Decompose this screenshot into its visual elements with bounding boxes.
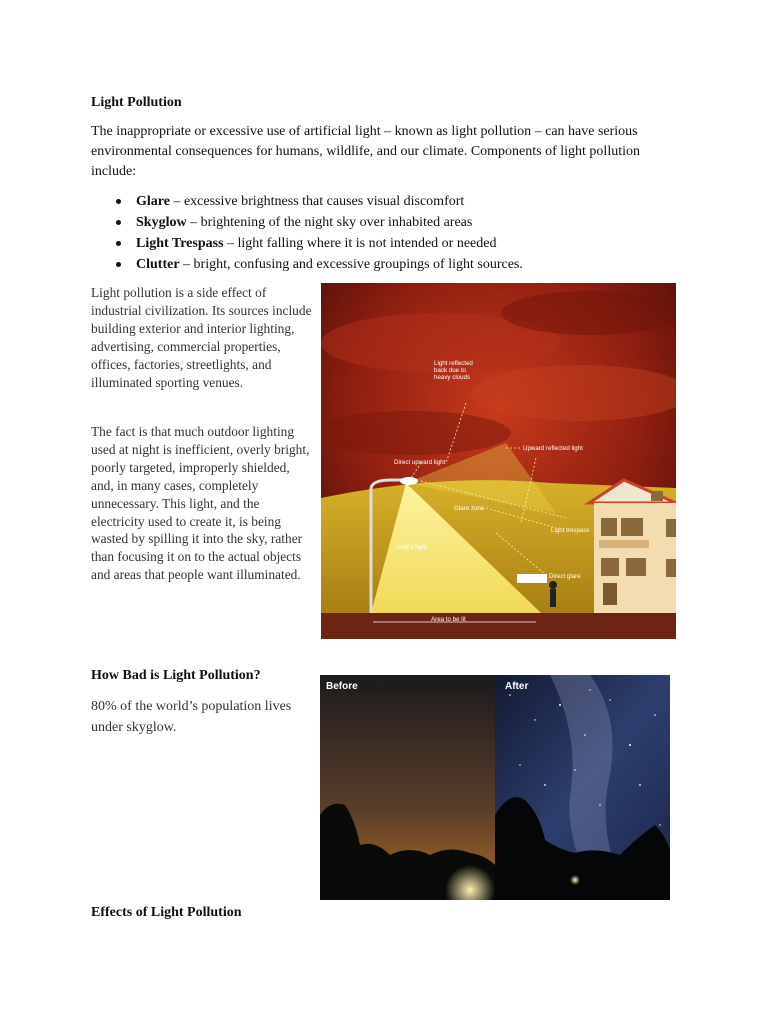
component-desc: – brightening of the night sky over inhabited areas	[186, 215, 473, 230]
person-figure	[549, 581, 557, 607]
list-item	[91, 212, 691, 233]
label-reflected-clouds-3: heavy clouds	[434, 374, 471, 381]
component-term: Glare	[136, 194, 170, 209]
list-item	[91, 233, 691, 254]
page-title: Light Pollution	[91, 95, 182, 110]
component-desc: – bright, confusing and excessive groupings of light sources.	[179, 257, 523, 272]
skyglow-stat: 80% of the world’s population lives under skyglow.	[91, 699, 292, 735]
light-pollution-diagram	[321, 283, 676, 639]
label-upward-reflected: Upward reflected light	[523, 445, 583, 452]
section-heading-how-bad: How Bad is Light Pollution?	[91, 668, 261, 683]
label-direct-upward: Direct upward light	[394, 459, 446, 466]
distant-light	[570, 875, 580, 885]
label-area-lit: Area to be lit	[431, 616, 466, 623]
label-reflected-clouds-2: back due to	[434, 367, 466, 374]
intro-paragraph: The inappropriate or excessive use of artificial light – known as light pollution – can have serious environmental consequences for humans, wildlife, and our climate. Components of light pollution include:	[91, 124, 640, 179]
after-label: After	[505, 681, 529, 692]
before-label: Before	[326, 681, 358, 692]
cloud	[501, 291, 676, 335]
label-reflected-clouds-1: Light reflected	[434, 360, 473, 367]
component-desc: – light falling where it is not intended or needed	[223, 236, 497, 251]
label-glare-zone: Glare zone	[454, 505, 485, 512]
label-direct-glare: Direct glare	[549, 573, 581, 580]
component-desc: – excessive brightness that causes visual discomfort	[169, 194, 465, 209]
list-item	[91, 191, 691, 212]
component-term: Skyglow	[136, 215, 187, 230]
section-heading-effects: Effects of Light Pollution	[91, 905, 242, 920]
side-paragraph-2: The fact is that much outdoor lighting used at night is inefficient, overly bright, poorly targeted, improperly shielded, and, in many cases, completely unnecessary. This light, and the electricity used to create it, is being wasted by spilling it into the sky, rather than focusing it on to the actual objects and areas that people want illuminated.	[91, 424, 310, 583]
label-useful-light: Useful light	[396, 544, 427, 551]
small-sign	[517, 574, 547, 583]
list-item	[91, 254, 691, 275]
label-light-trespass: Light trespass	[551, 527, 590, 534]
component-term: Clutter	[136, 257, 180, 272]
road	[321, 613, 676, 639]
components-list	[91, 191, 691, 275]
house	[589, 480, 676, 613]
before-after-photo	[320, 675, 670, 900]
component-term: Light Trespass	[136, 236, 224, 251]
side-paragraph-1: Light pollution is a side effect of industrial civilization. Its sources include building exterior and interior lighting, advertising, commercial properties, offices, factories, streetlights, and illuminated sporting venues.	[91, 285, 312, 390]
